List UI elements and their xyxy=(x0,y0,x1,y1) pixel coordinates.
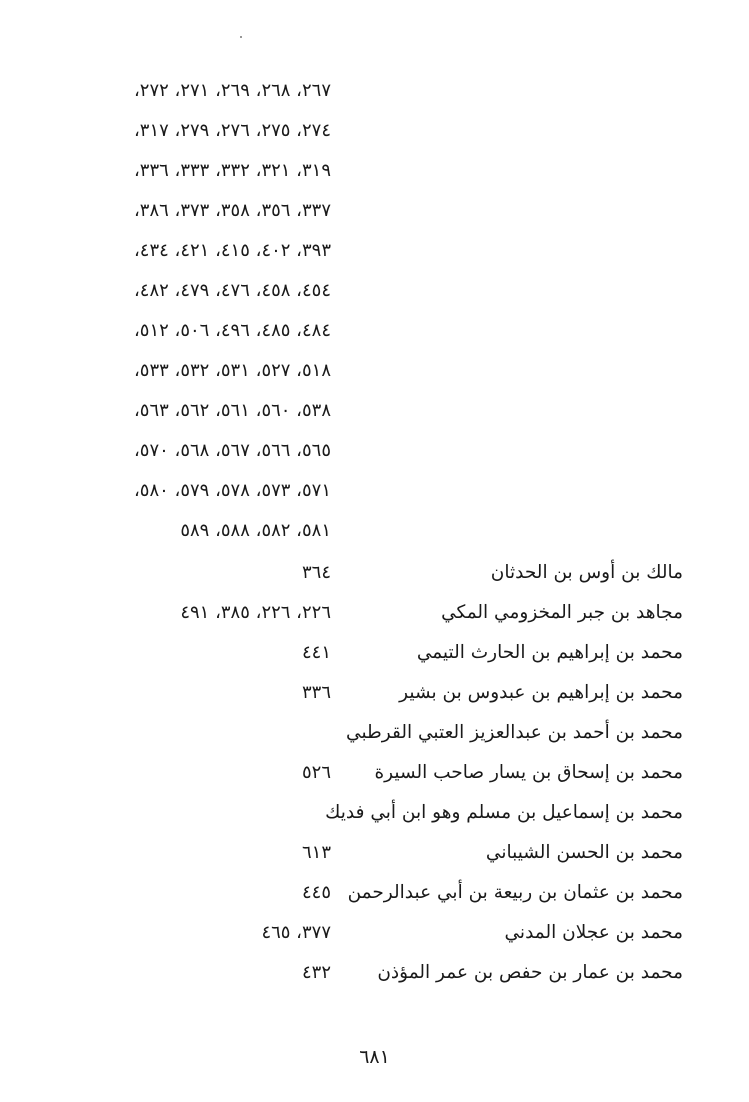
page-references: ٢٧٤، ٢٧٥، ٢٧٦، ٢٧٩، ٣١٧، xyxy=(133,120,331,141)
page-references: ٥١٨، ٥٢٧، ٥٣١، ٥٣٢، ٥٣٣، xyxy=(133,360,331,381)
page-references: ٣١٩، ٣٢١، ٣٣٢، ٣٣٣، ٣٣٦، xyxy=(133,160,331,181)
continuation-line xyxy=(0,471,749,511)
entry-name: مجاهد بن جبر المخزومي المكي xyxy=(441,602,683,623)
continuation-line xyxy=(0,511,749,551)
continuation-line xyxy=(0,191,749,231)
scan-speck xyxy=(240,36,242,38)
entry-name: مالك بن أوس بن الحدثان xyxy=(490,562,683,583)
continuation-line xyxy=(0,271,749,311)
continuation-line xyxy=(0,151,749,191)
page-number: ٦٨١ xyxy=(359,1046,390,1068)
index-entry xyxy=(0,673,749,713)
index-entry xyxy=(0,873,749,913)
entry-pages: ٣٣٦ xyxy=(301,682,331,703)
entry-pages: ٢٢٦، ٢٢٦، ٣٨٥، ٤٩١ xyxy=(180,602,331,623)
page-references: ٤٨٤، ٤٨٥، ٤٩٦، ٥٠٦، ٥١٢، xyxy=(133,320,331,341)
entry-pages: ٣٦٤ xyxy=(301,562,331,583)
entry-name: محمد بن إبراهيم بن الحارث التيمي xyxy=(416,642,683,663)
page-references: ٥٣٨، ٥٦٠، ٥٦١، ٥٦٢، ٥٦٣، xyxy=(133,400,331,421)
entry-name: محمد بن عمار بن حفص بن عمر المؤذن xyxy=(377,962,683,983)
index-entry xyxy=(0,633,749,673)
entry-name: محمد بن الحسن الشيباني xyxy=(485,842,683,863)
continuation-line xyxy=(0,311,749,351)
index-entry xyxy=(0,593,749,633)
index-entry xyxy=(0,953,749,993)
index-entry xyxy=(0,833,749,873)
index-entry xyxy=(0,793,749,833)
page-references: ٥٧١، ٥٧٣، ٥٧٨، ٥٧٩، ٥٨٠، xyxy=(133,480,331,501)
continuation-line xyxy=(0,111,749,151)
continuation-line xyxy=(0,431,749,471)
entry-pages: ٣٧٧، ٤٦٥ xyxy=(261,922,331,943)
entry-name: محمد بن إسماعيل بن مسلم وهو ابن أبي فديك xyxy=(325,802,683,823)
entry-name: محمد بن أحمد بن عبدالعزيز العتبي القرطبي xyxy=(346,722,683,743)
page-references: ٥٨١، ٥٨٢، ٥٨٨، ٥٨٩ xyxy=(180,520,331,541)
entry-pages: ٤٤١ xyxy=(301,642,331,663)
page-references: ٥٦٥، ٥٦٦، ٥٦٧، ٥٦٨، ٥٧٠، xyxy=(133,440,331,461)
entry-pages: ٤٣٢ xyxy=(301,962,331,983)
index-entry xyxy=(0,553,749,593)
continuation-line xyxy=(0,71,749,111)
continuation-line xyxy=(0,351,749,391)
page-references: ٣٣٧، ٣٥٦، ٣٥٨، ٣٧٣، ٣٨٦، xyxy=(133,200,331,221)
entry-pages: ٦١٣ xyxy=(301,842,331,863)
entry-pages: ٤٤٥ xyxy=(301,882,331,903)
continuation-line xyxy=(0,391,749,431)
page-references: ٢٦٧، ٢٦٨، ٢٦٩، ٢٧١، ٢٧٢، xyxy=(133,80,331,101)
entry-name: محمد بن عثمان بن ربيعة بن أبي عبدالرحمن xyxy=(347,882,683,903)
index-entry xyxy=(0,913,749,953)
page-references: ٣٩٣، ٤٠٢، ٤١٥، ٤٢١، ٤٣٤، xyxy=(133,240,331,261)
index-entry xyxy=(0,753,749,793)
entry-name: محمد بن إبراهيم بن عبدوس بن بشير xyxy=(399,682,683,703)
entry-name: محمد بن إسحاق بن يسار صاحب السيرة xyxy=(374,762,683,783)
index-entry xyxy=(0,713,749,753)
page-references: ٤٥٤، ٤٥٨، ٤٧٦، ٤٧٩، ٤٨٢، xyxy=(133,280,331,301)
continuation-line xyxy=(0,231,749,271)
entry-pages: ٥٢٦ xyxy=(301,762,331,783)
entry-name: محمد بن عجلان المدني xyxy=(504,922,683,943)
